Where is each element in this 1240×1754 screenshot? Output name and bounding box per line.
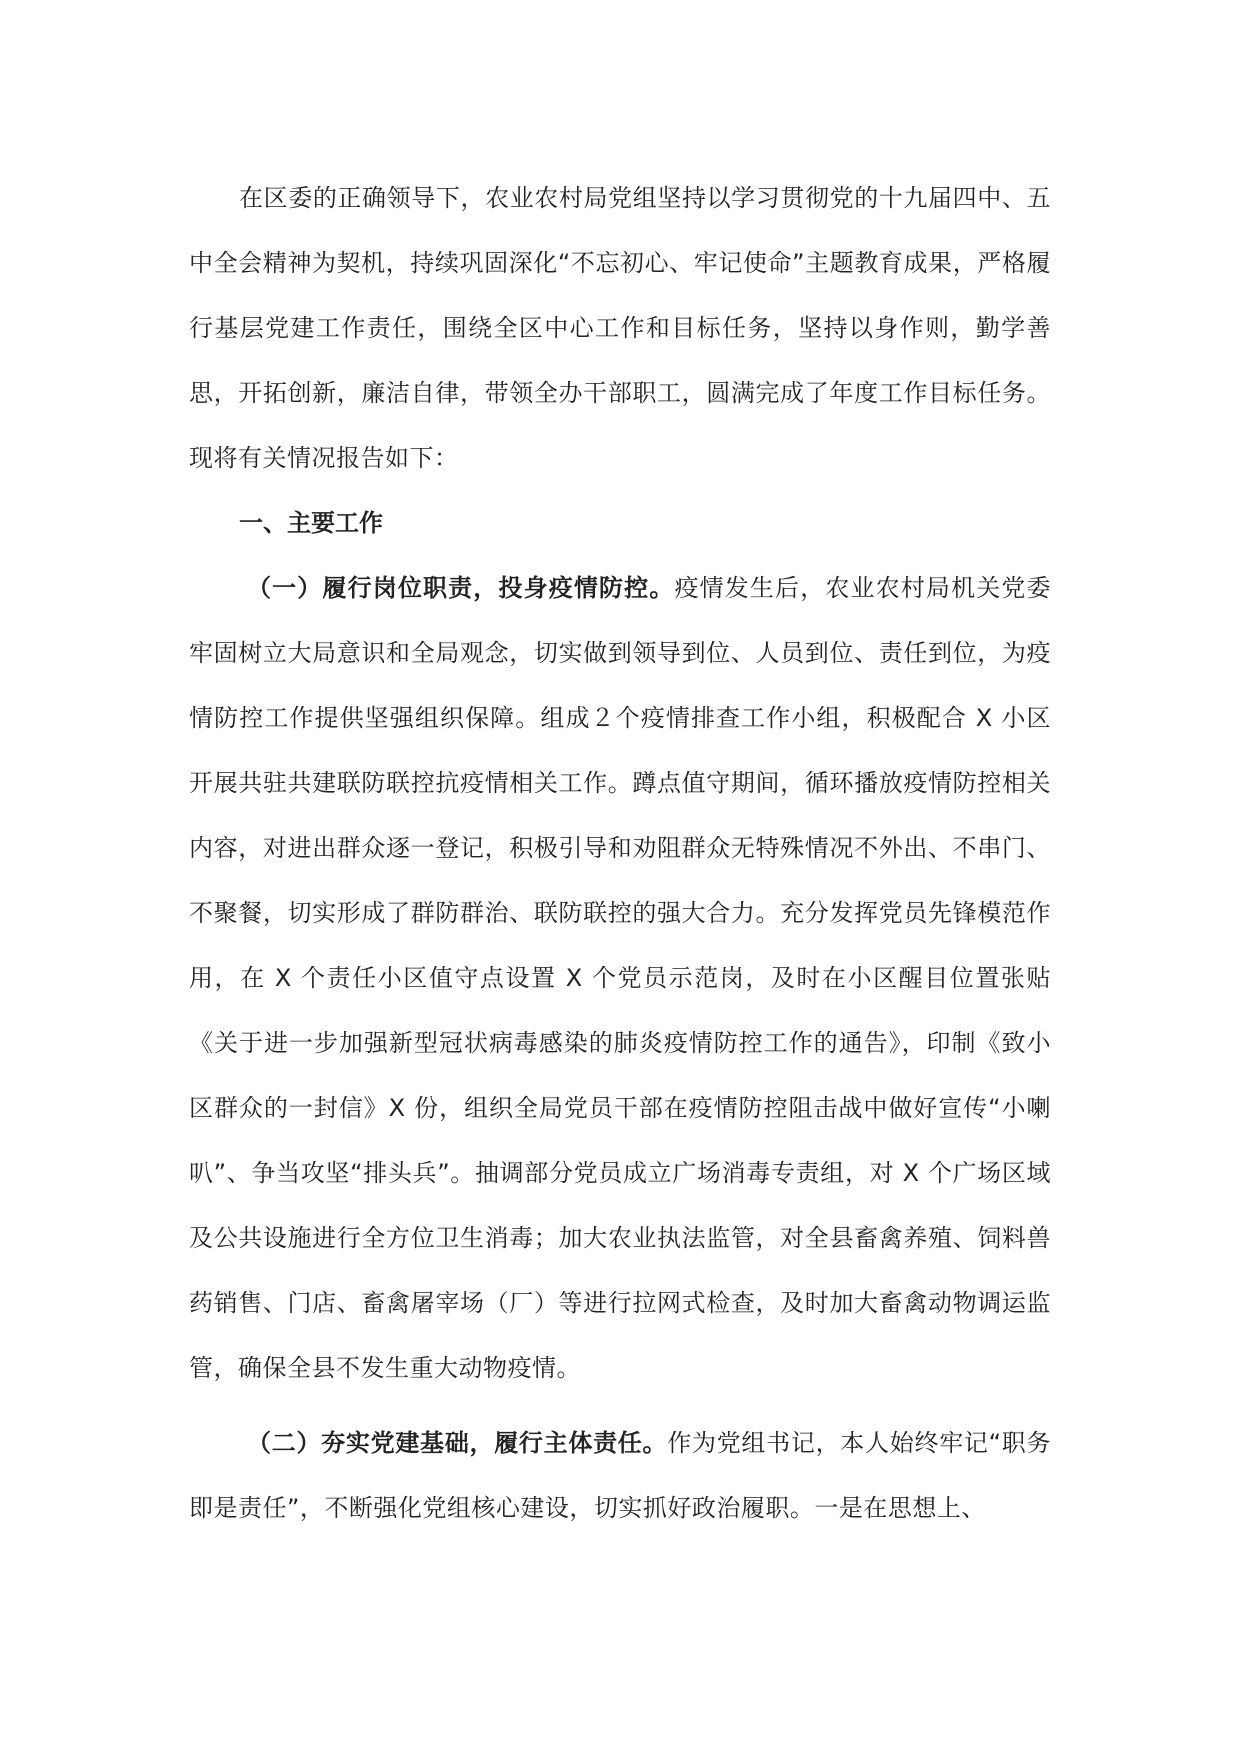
- item-body-epidemic-prevention: 疫情发生后，农业农村局机关党委牢固树立大局意识和全局观念，切实做到领导到位、人员到位、责任到位，为疫情防控工作提供坚强组织保障。组成２个疫情排查工作小组，积极配合 X 小区开展共驻共建联防联控抗疫情相关工作。蹲点值守期间，循环播放疫情防控相关内容，对进出群众逐一登记，积极引导和劝阻群众无特殊情况不外出、不串门、不聚餐，切实形成了群防群治、联防联控的强大合力。充分发挥党员先锋模范作用，在 X 个责任小区值守点设置 X 个党员示范岗，及时在小区醒目位置张贴《关于进一步加强新型冠状病毒感染的肺炎疫情防控工作的通告》，印制《致小区群众的一封信》X 份，组织全局党员干部在疫情防控阻击战中做好宣传“小喇叭”、争当攻坚“排头兵”。抽调部分党员成立广场消毒专责组，对 X 个广场区域及公共设施进行全方位卫生消毒；加大农业执法监管，对全县畜禽养殖、饲料兽药销售、门店、畜禽屠宰场（厂）等进行拉网式检查，及时加大畜禽动物调运监管，确保全县不发生重大动物疫情。: [189, 574, 1051, 1382]
- item-paragraph-party-building: [189, 1411, 1051, 1541]
- item-lead-party-building: （二）夯实党建基础，履行主体责任。: [247, 1429, 668, 1457]
- intro-paragraph: 在区委的正确领导下，农业农村局党组坚持以学习贯彻党的十九届四中、五中全会精神为契机，持续巩固深化“不忘初心、牢记使命”主题教育成果，严格履行基层党建工作责任，围绕全区中心工作和目标任务，坚持以身作则，勤学善思，开拓创新，廉洁自律，带领全办干部职工，圆满完成了年度工作目标任务。现将有关情况报告如下：: [189, 184, 1051, 472]
- section-heading-main-work: 一、主要工作: [239, 509, 383, 537]
- item-body-party-building: 作为党组书记，本人始终牢记“职务即是责任”，不断强化党组核心建设，切实抓好政治履职。一是在思想上、: [189, 1429, 1052, 1522]
- document-body: [189, 166, 1051, 1541]
- paragraph-gap: [189, 1401, 1051, 1411]
- item-lead-epidemic-prevention: （一）履行岗位职责，投身疫情防控。: [247, 574, 675, 602]
- item-paragraph-epidemic-prevention: [189, 556, 1051, 1401]
